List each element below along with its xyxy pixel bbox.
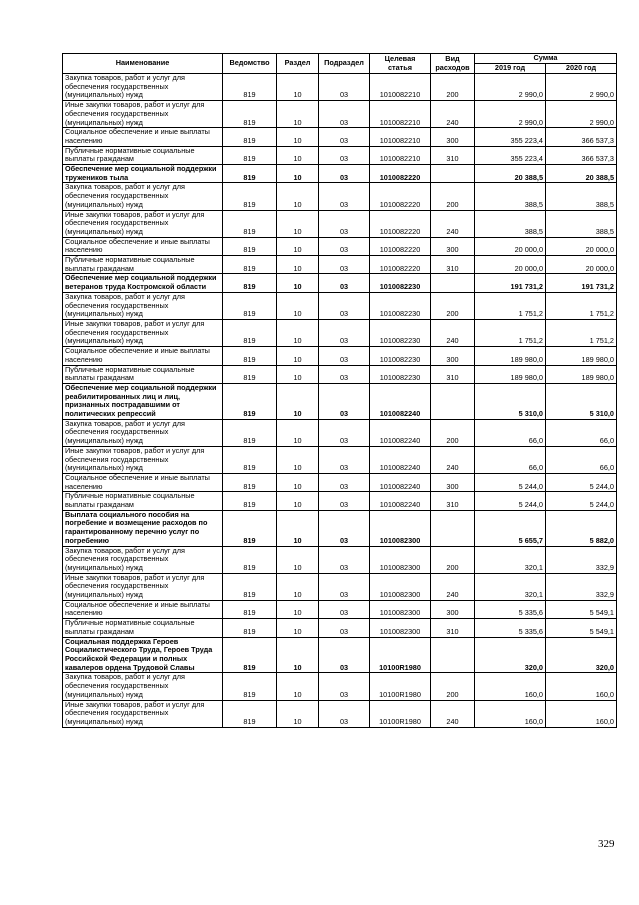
row-department: 819 — [223, 510, 277, 546]
row-name: Закупка товаров, работ и услуг для обеспечения государственных (муниципальных) нужд — [63, 546, 223, 573]
row-amount-2019: 1 751,2 — [475, 292, 546, 319]
row-target-item: 1010082240 — [370, 446, 431, 473]
row-amount-2020: 5 882,0 — [546, 510, 617, 546]
row-amount-2020: 332,9 — [546, 573, 617, 600]
row-amount-2019: 5 244,0 — [475, 473, 546, 491]
row-subsection: 03 — [319, 637, 370, 673]
row-name: Закупка товаров, работ и услуг для обеспечения государственных (муниципальных) нужд — [63, 292, 223, 319]
row-department: 819 — [223, 128, 277, 146]
row-expense-type: 200 — [431, 183, 475, 210]
row-amount-2020: 5 549,1 — [546, 619, 617, 637]
row-subsection: 03 — [319, 546, 370, 573]
row-department: 819 — [223, 446, 277, 473]
row-amount-2019: 5 310,0 — [475, 383, 546, 419]
row-name: Публичные нормативные социальные выплаты гражданам — [63, 146, 223, 164]
row-subsection: 03 — [319, 383, 370, 419]
row-target-item: 10100R1980 — [370, 637, 431, 673]
table-row — [63, 146, 617, 164]
row-target-item: 1010082300 — [370, 573, 431, 600]
row-amount-2019: 66,0 — [475, 419, 546, 446]
row-department: 819 — [223, 637, 277, 673]
row-target-item: 1010082300 — [370, 600, 431, 618]
table-row-subtotal — [63, 165, 617, 183]
row-name: Социальная поддержка Героев Социалистического Труда, Героев Труда Российской Федерации и полных кавалеров ордена Трудовой Славы — [63, 637, 223, 673]
table-row — [63, 210, 617, 237]
table-row — [63, 673, 617, 700]
row-subsection: 03 — [319, 101, 370, 128]
row-amount-2020: 366 537,3 — [546, 128, 617, 146]
row-section: 10 — [277, 510, 319, 546]
row-section: 10 — [277, 619, 319, 637]
row-department: 819 — [223, 183, 277, 210]
row-department: 819 — [223, 319, 277, 346]
row-subsection: 03 — [319, 237, 370, 255]
row-amount-2019: 355 223,4 — [475, 146, 546, 164]
row-amount-2020: 2 990,0 — [546, 101, 617, 128]
row-target-item: 1010082240 — [370, 383, 431, 419]
row-expense-type: 200 — [431, 292, 475, 319]
row-section: 10 — [277, 383, 319, 419]
row-target-item: 10100R1980 — [370, 700, 431, 727]
row-expense-type: 240 — [431, 446, 475, 473]
row-section: 10 — [277, 637, 319, 673]
table-row — [63, 446, 617, 473]
row-expense-type: 310 — [431, 619, 475, 637]
header-year-2019: 2019 год — [475, 64, 546, 74]
row-subsection: 03 — [319, 700, 370, 727]
row-expense-type — [431, 637, 475, 673]
table-row-subtotal — [63, 637, 617, 673]
row-amount-2020: 191 731,2 — [546, 274, 617, 292]
row-expense-type: 310 — [431, 146, 475, 164]
table-row — [63, 600, 617, 618]
row-department: 819 — [223, 619, 277, 637]
header-target-item: Целевая статья — [370, 54, 431, 74]
row-target-item: 1010082220 — [370, 256, 431, 274]
row-department: 819 — [223, 673, 277, 700]
row-subsection: 03 — [319, 128, 370, 146]
row-expense-type: 310 — [431, 492, 475, 510]
row-department: 819 — [223, 165, 277, 183]
row-target-item: 1010082240 — [370, 419, 431, 446]
row-name: Иные закупки товаров, работ и услуг для обеспечения государственных (муниципальных) нужд — [63, 573, 223, 600]
row-subsection: 03 — [319, 274, 370, 292]
row-section: 10 — [277, 128, 319, 146]
row-target-item: 1010082210 — [370, 128, 431, 146]
row-amount-2020: 388,5 — [546, 210, 617, 237]
row-amount-2020: 66,0 — [546, 446, 617, 473]
row-department: 819 — [223, 546, 277, 573]
row-name: Закупка товаров, работ и услуг для обеспечения государственных (муниципальных) нужд — [63, 74, 223, 101]
row-amount-2020: 5 244,0 — [546, 473, 617, 491]
row-amount-2019: 20 000,0 — [475, 256, 546, 274]
row-name: Социальное обеспечение и иные выплаты населению — [63, 347, 223, 365]
row-amount-2019: 2 990,0 — [475, 101, 546, 128]
row-department: 819 — [223, 492, 277, 510]
row-subsection: 03 — [319, 165, 370, 183]
row-subsection: 03 — [319, 365, 370, 383]
row-name: Социальное обеспечение и иные выплаты населению — [63, 237, 223, 255]
row-amount-2020: 5 244,0 — [546, 492, 617, 510]
row-name: Выплата социального пособия на погребение и возмещение расходов по гарантированному перечню услуг по погребению — [63, 510, 223, 546]
table-row — [63, 700, 617, 727]
row-amount-2019: 1 751,2 — [475, 319, 546, 346]
row-amount-2020: 5 310,0 — [546, 383, 617, 419]
row-target-item: 1010082230 — [370, 274, 431, 292]
row-amount-2019: 189 980,0 — [475, 347, 546, 365]
table-row — [63, 365, 617, 383]
row-target-item: 1010082230 — [370, 292, 431, 319]
row-expense-type: 310 — [431, 256, 475, 274]
row-name: Иные закупки товаров, работ и услуг для обеспечения государственных (муниципальных) нужд — [63, 319, 223, 346]
budget-table — [62, 53, 617, 728]
row-department: 819 — [223, 365, 277, 383]
row-amount-2020: 160,0 — [546, 673, 617, 700]
row-name: Иные закупки товаров, работ и услуг для обеспечения государственных (муниципальных) нужд — [63, 210, 223, 237]
table-row — [63, 473, 617, 491]
row-subsection: 03 — [319, 600, 370, 618]
row-section: 10 — [277, 183, 319, 210]
row-name: Обеспечение мер социальной поддержки реабилитированных лиц и лиц, признанных пострадавшими от политических репрессий — [63, 383, 223, 419]
row-amount-2019: 320,0 — [475, 637, 546, 673]
row-name: Публичные нормативные социальные выплаты гражданам — [63, 619, 223, 637]
row-subsection: 03 — [319, 446, 370, 473]
row-subsection: 03 — [319, 473, 370, 491]
row-section: 10 — [277, 347, 319, 365]
row-department: 819 — [223, 600, 277, 618]
header-sum: Сумма — [475, 54, 617, 64]
row-amount-2020: 388,5 — [546, 183, 617, 210]
row-department: 819 — [223, 101, 277, 128]
row-name: Закупка товаров, работ и услуг для обеспечения государственных (муниципальных) нужд — [63, 183, 223, 210]
row-expense-type: 300 — [431, 128, 475, 146]
row-expense-type — [431, 510, 475, 546]
row-target-item: 1010082230 — [370, 347, 431, 365]
row-name: Иные закупки товаров, работ и услуг для обеспечения государственных (муниципальных) нужд — [63, 700, 223, 727]
row-expense-type: 200 — [431, 74, 475, 101]
row-amount-2020: 20 388,5 — [546, 165, 617, 183]
row-amount-2019: 388,5 — [475, 210, 546, 237]
row-department: 819 — [223, 74, 277, 101]
row-section: 10 — [277, 256, 319, 274]
row-subsection: 03 — [319, 492, 370, 510]
row-department: 819 — [223, 237, 277, 255]
row-expense-type — [431, 383, 475, 419]
row-section: 10 — [277, 546, 319, 573]
row-expense-type: 240 — [431, 319, 475, 346]
row-section: 10 — [277, 319, 319, 346]
row-section: 10 — [277, 573, 319, 600]
row-department: 819 — [223, 700, 277, 727]
row-amount-2019: 355 223,4 — [475, 128, 546, 146]
row-expense-type: 200 — [431, 546, 475, 573]
row-department: 819 — [223, 347, 277, 365]
table-row — [63, 492, 617, 510]
row-amount-2019: 66,0 — [475, 446, 546, 473]
row-section: 10 — [277, 446, 319, 473]
header-name: Наименование — [63, 54, 223, 74]
row-department: 819 — [223, 419, 277, 446]
table-body — [63, 74, 617, 728]
row-subsection: 03 — [319, 419, 370, 446]
row-name: Социальное обеспечение и иные выплаты населению — [63, 600, 223, 618]
row-amount-2019: 189 980,0 — [475, 365, 546, 383]
row-target-item: 1010082300 — [370, 510, 431, 546]
row-subsection: 03 — [319, 319, 370, 346]
row-name: Закупка товаров, работ и услуг для обеспечения государственных (муниципальных) нужд — [63, 673, 223, 700]
row-subsection: 03 — [319, 619, 370, 637]
header-department: Ведомство — [223, 54, 277, 74]
row-amount-2020: 366 537,3 — [546, 146, 617, 164]
row-subsection: 03 — [319, 256, 370, 274]
row-expense-type: 240 — [431, 101, 475, 128]
row-department: 819 — [223, 473, 277, 491]
row-section: 10 — [277, 210, 319, 237]
table-row — [63, 573, 617, 600]
row-target-item: 1010082210 — [370, 101, 431, 128]
table-row-subtotal — [63, 383, 617, 419]
row-amount-2019: 5 244,0 — [475, 492, 546, 510]
row-name: Обеспечение мер социальной поддержки ветеранов труда Костромской области — [63, 274, 223, 292]
row-amount-2019: 388,5 — [475, 183, 546, 210]
row-section: 10 — [277, 74, 319, 101]
row-section: 10 — [277, 700, 319, 727]
row-department: 819 — [223, 292, 277, 319]
row-section: 10 — [277, 292, 319, 319]
row-section: 10 — [277, 365, 319, 383]
row-amount-2020: 320,0 — [546, 637, 617, 673]
row-target-item: 1010082220 — [370, 210, 431, 237]
row-name: Публичные нормативные социальные выплаты гражданам — [63, 492, 223, 510]
row-amount-2020: 160,0 — [546, 700, 617, 727]
row-amount-2020: 189 980,0 — [546, 365, 617, 383]
row-subsection: 03 — [319, 573, 370, 600]
row-amount-2019: 20 388,5 — [475, 165, 546, 183]
row-amount-2020: 1 751,2 — [546, 319, 617, 346]
row-amount-2020: 20 000,0 — [546, 237, 617, 255]
row-name: Публичные нормативные социальные выплаты гражданам — [63, 365, 223, 383]
row-amount-2020: 2 990,0 — [546, 74, 617, 101]
page-number: 329 — [598, 838, 615, 850]
row-expense-type — [431, 274, 475, 292]
row-subsection: 03 — [319, 347, 370, 365]
table-row — [63, 183, 617, 210]
table-row — [63, 74, 617, 101]
row-expense-type: 300 — [431, 473, 475, 491]
row-department: 819 — [223, 573, 277, 600]
header-year-2020: 2020 год — [546, 64, 617, 74]
row-name: Публичные нормативные социальные выплаты гражданам — [63, 256, 223, 274]
row-amount-2019: 2 990,0 — [475, 74, 546, 101]
row-amount-2020: 189 980,0 — [546, 347, 617, 365]
row-expense-type: 300 — [431, 347, 475, 365]
table-row — [63, 128, 617, 146]
row-amount-2019: 320,1 — [475, 546, 546, 573]
row-department: 819 — [223, 256, 277, 274]
row-expense-type — [431, 165, 475, 183]
row-section: 10 — [277, 492, 319, 510]
row-section: 10 — [277, 146, 319, 164]
row-department: 819 — [223, 146, 277, 164]
table-row — [63, 237, 617, 255]
row-amount-2020: 1 751,2 — [546, 292, 617, 319]
row-subsection: 03 — [319, 74, 370, 101]
row-expense-type: 200 — [431, 673, 475, 700]
row-name: Социальное обеспечение и иные выплаты населению — [63, 473, 223, 491]
table-row — [63, 319, 617, 346]
row-name: Обеспечение мер социальной поддержки тружеников тыла — [63, 165, 223, 183]
table-row — [63, 419, 617, 446]
row-subsection: 03 — [319, 210, 370, 237]
row-section: 10 — [277, 165, 319, 183]
row-subsection: 03 — [319, 292, 370, 319]
row-target-item: 1010082300 — [370, 619, 431, 637]
row-target-item: 1010082210 — [370, 146, 431, 164]
row-expense-type: 300 — [431, 600, 475, 618]
row-expense-type: 240 — [431, 210, 475, 237]
row-name: Иные закупки товаров, работ и услуг для обеспечения государственных (муниципальных) нужд — [63, 101, 223, 128]
row-target-item: 1010082300 — [370, 546, 431, 573]
row-expense-type: 300 — [431, 237, 475, 255]
row-target-item: 1010082220 — [370, 165, 431, 183]
row-amount-2019: 320,1 — [475, 573, 546, 600]
row-section: 10 — [277, 101, 319, 128]
row-amount-2020: 332,9 — [546, 546, 617, 573]
row-department: 819 — [223, 383, 277, 419]
row-amount-2020: 5 549,1 — [546, 600, 617, 618]
row-amount-2019: 5 335,6 — [475, 600, 546, 618]
row-section: 10 — [277, 419, 319, 446]
row-section: 10 — [277, 274, 319, 292]
row-subsection: 03 — [319, 673, 370, 700]
row-subsection: 03 — [319, 510, 370, 546]
table-row — [63, 546, 617, 573]
header-subsection: Подраздел — [319, 54, 370, 74]
row-section: 10 — [277, 473, 319, 491]
table-row — [63, 101, 617, 128]
row-target-item: 1010082210 — [370, 74, 431, 101]
row-target-item: 1010082230 — [370, 365, 431, 383]
row-target-item: 10100R1980 — [370, 673, 431, 700]
row-target-item: 1010082240 — [370, 492, 431, 510]
row-amount-2019: 191 731,2 — [475, 274, 546, 292]
row-expense-type: 310 — [431, 365, 475, 383]
table-row-subtotal — [63, 510, 617, 546]
row-target-item: 1010082220 — [370, 237, 431, 255]
header-section: Раздел — [277, 54, 319, 74]
row-expense-type: 200 — [431, 419, 475, 446]
row-expense-type: 240 — [431, 700, 475, 727]
row-amount-2020: 66,0 — [546, 419, 617, 446]
row-amount-2019: 20 000,0 — [475, 237, 546, 255]
row-amount-2019: 5 655,7 — [475, 510, 546, 546]
row-name: Социальное обеспечение и иные выплаты населению — [63, 128, 223, 146]
row-department: 819 — [223, 210, 277, 237]
row-expense-type: 240 — [431, 573, 475, 600]
row-section: 10 — [277, 673, 319, 700]
table-row — [63, 256, 617, 274]
row-section: 10 — [277, 600, 319, 618]
table-row — [63, 347, 617, 365]
table-row — [63, 292, 617, 319]
row-target-item: 1010082240 — [370, 473, 431, 491]
row-target-item: 1010082230 — [370, 319, 431, 346]
row-department: 819 — [223, 274, 277, 292]
row-section: 10 — [277, 237, 319, 255]
header-expense-type: Вид расходов — [431, 54, 475, 74]
row-amount-2020: 20 000,0 — [546, 256, 617, 274]
row-name: Иные закупки товаров, работ и услуг для обеспечения государственных (муниципальных) нужд — [63, 446, 223, 473]
row-amount-2019: 160,0 — [475, 700, 546, 727]
row-target-item: 1010082220 — [370, 183, 431, 210]
row-name: Закупка товаров, работ и услуг для обеспечения государственных (муниципальных) нужд — [63, 419, 223, 446]
row-subsection: 03 — [319, 183, 370, 210]
table-row — [63, 619, 617, 637]
row-amount-2019: 160,0 — [475, 673, 546, 700]
row-subsection: 03 — [319, 146, 370, 164]
table-row-subtotal — [63, 274, 617, 292]
row-amount-2019: 5 335,6 — [475, 619, 546, 637]
